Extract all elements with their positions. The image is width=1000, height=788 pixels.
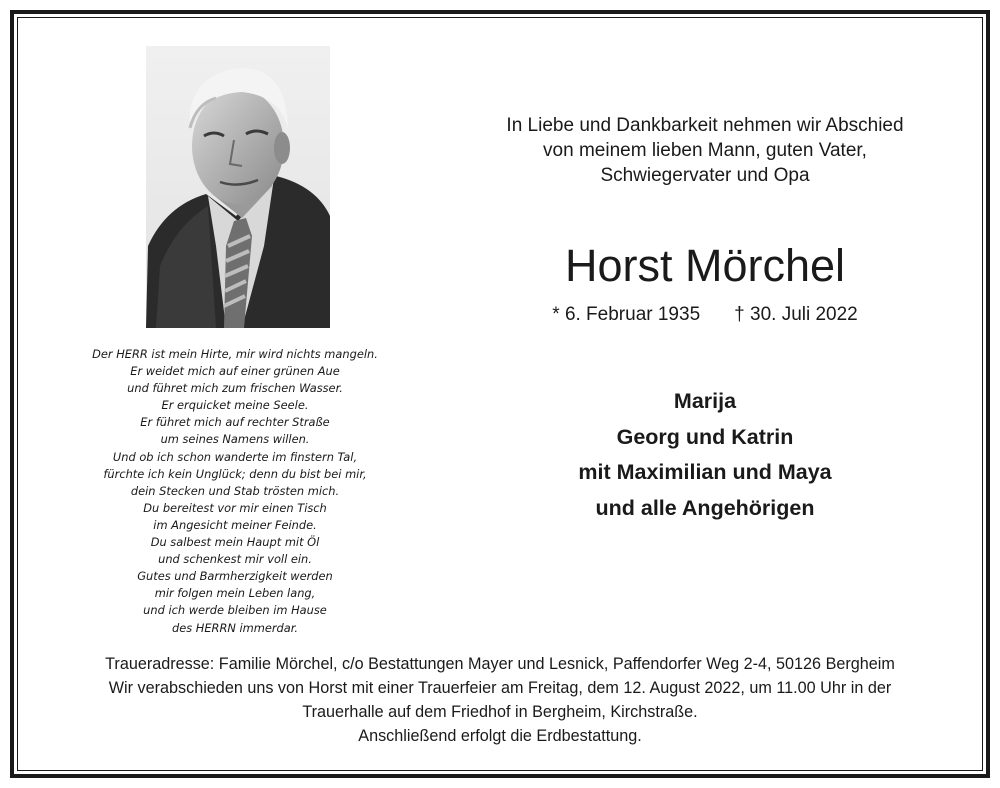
psalm-line: und führet mich zum frischen Wasser. [127, 381, 343, 396]
ceremony-line: Trauerhalle auf dem Friedhof in Bergheim, Kirchstraße. [302, 703, 698, 721]
psalm-line: Du bereitest vor mir einen Tisch [143, 500, 327, 515]
psalm-line: Er führet mich auf rechter Straße [140, 415, 330, 430]
intro-line: In Liebe und Dankbarkeit nehmen wir Abschied [506, 115, 904, 136]
death-date-group [734, 304, 858, 325]
life-dates [430, 302, 980, 328]
psalm-line: dein Stecken und Stab trösten mich. [130, 483, 340, 498]
psalm-line: Der HERR ist mein Hirte, mir wird nichts mangeln. [92, 347, 378, 361]
deceased-name: Horst Mörchel [564, 240, 846, 291]
birth-star-icon: * [552, 304, 560, 325]
intro-text [430, 113, 980, 188]
family-line: und alle Angehörigen [595, 495, 815, 520]
psalm-line: Er weidet mich auf einer grünen Aue [130, 364, 340, 379]
birth-date-group [552, 304, 700, 325]
birth-date: 6. Februar 1935 [564, 304, 701, 325]
psalm-line: fürchte ich kein Unglück; denn du bist bei mir, [103, 466, 367, 481]
psalm-line: Und ob ich schon wanderte im finstern Tal, [112, 449, 358, 464]
psalm-line: und ich werde bleiben im Hause [143, 603, 327, 618]
intro-line: von meinem lieben Mann, guten Vater, [543, 140, 867, 161]
psalm-line: Du salbest mein Haupt mit Öl [150, 535, 320, 550]
psalm-line: und schenkest mir voll ein. [158, 552, 312, 567]
psalm-line: Gutes und Barmherzigkeit werden [137, 569, 333, 584]
family-line: mit Maximilian und Maya [578, 460, 832, 484]
intro-line: Schwiegervater und Opa [600, 165, 810, 186]
death-cross-icon: † [734, 304, 745, 325]
death-date: 30. Juli 2022 [750, 304, 858, 325]
family-line: Marija [673, 389, 737, 413]
family-line: Georg und Katrin [616, 424, 794, 449]
psalm-line: mir folgen mein Leben lang, [154, 586, 316, 601]
psalm-text [60, 346, 410, 637]
funeral-details [27, 652, 973, 748]
portrait-photo [146, 46, 330, 328]
psalm-line: im Angesicht meiner Feinde. [153, 517, 317, 532]
ceremony-line: Wir verabschieden uns von Horst mit einer Trauerfeier am Freitag, dem 12. August 2022, um 11.00 Uhr in der [108, 679, 892, 697]
burial-note: Anschließend erfolgt die Erdbestattung. [358, 727, 642, 745]
psalm-line: um seines Namens willen. [160, 432, 310, 447]
family-names [430, 384, 980, 526]
psalm-line: Er erquicket meine Seele. [161, 398, 309, 413]
mourning-address: Traueradresse: Familie Mörchel, c/o Bestattungen Mayer und Lesnick, Paffendorfer Weg 2-4, 50126 Bergheim [105, 655, 895, 673]
psalm-line: des HERRN immerdar. [171, 620, 299, 635]
